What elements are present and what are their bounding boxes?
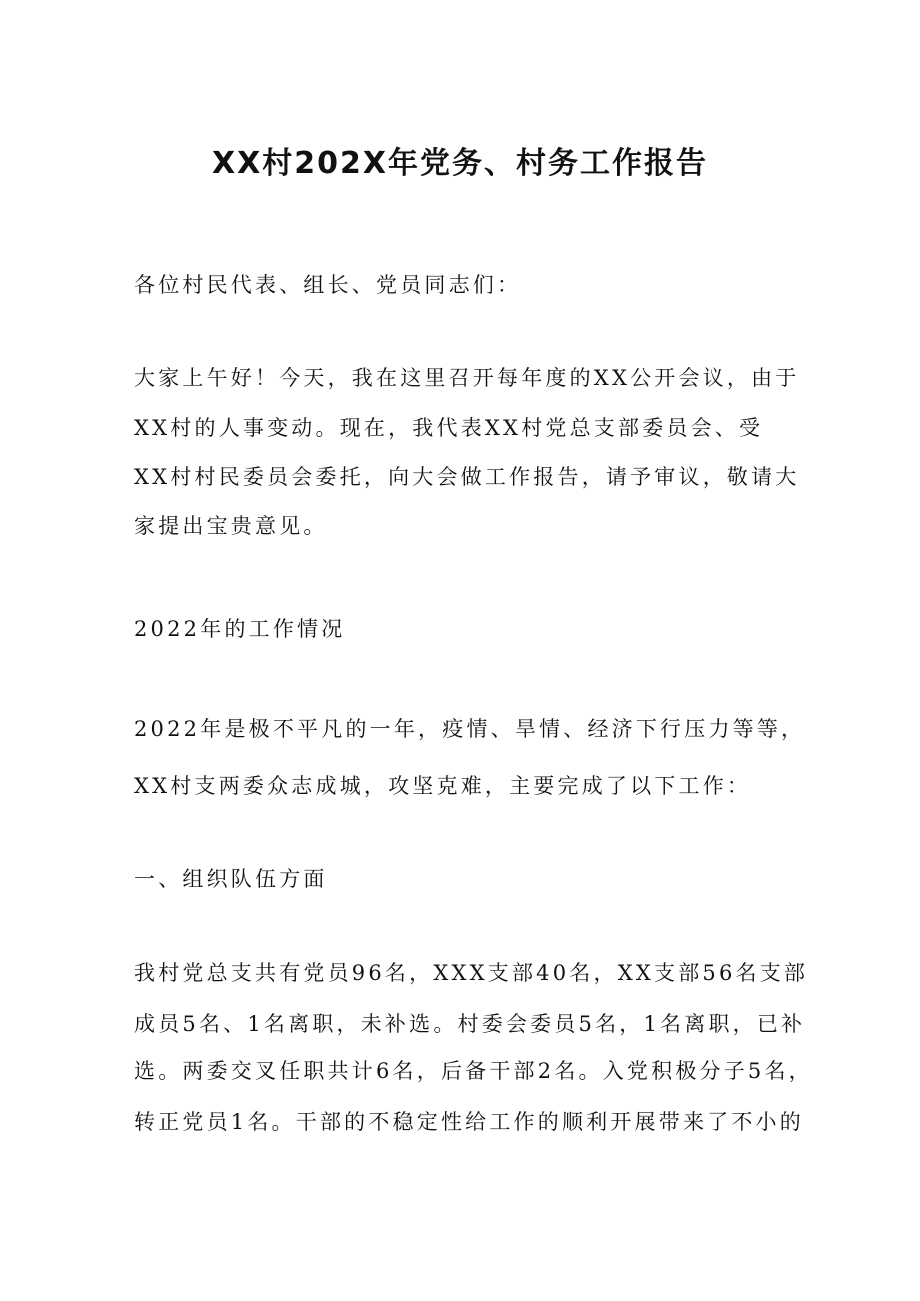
heading-section-1: 一、组织队伍方面 xyxy=(134,867,328,891)
intro-line-2: XX村的人事变动。现在，我代表XX村党总支部委员会、受 xyxy=(134,416,764,440)
intro-line-1: 大家上午好！今天，我在这里召开每年度的XX公开会议，由于 xyxy=(134,366,800,390)
section1-line-2: 成员5名、1名离职，未补选。村委会委员5名，1名离职，已补 xyxy=(134,1012,806,1036)
section1-line-1: 我村党总支共有党员96名，XXX支部40名，XX支部56名支部 xyxy=(134,961,809,985)
salutation: 各位村民代表、组长、党员同志们： xyxy=(134,273,522,297)
work-line-2: XX村支两委众志成城，攻坚克难，主要完成了以下工作： xyxy=(134,774,752,798)
heading-work: 2022年的工作情况 xyxy=(134,617,346,641)
document-title: XX村202X年党务、村务工作报告 xyxy=(211,146,708,181)
intro-line-4: 家提出宝贵意见。 xyxy=(134,514,328,538)
section1-line-3: 选。两委交叉任职共计6名，后备干部2名。入党积极分子5名， xyxy=(134,1059,813,1083)
section1-line-4: 转正党员1名。干部的不稳定性给工作的顺利开展带来了不小的 xyxy=(134,1110,804,1134)
intro-line-3: XX村村民委员会委托，向大会做工作报告，请予审议，敬请大 xyxy=(134,465,800,489)
work-line-1: 2022年是极不平凡的一年，疫情、旱情、经济下行压力等等， xyxy=(134,717,806,741)
